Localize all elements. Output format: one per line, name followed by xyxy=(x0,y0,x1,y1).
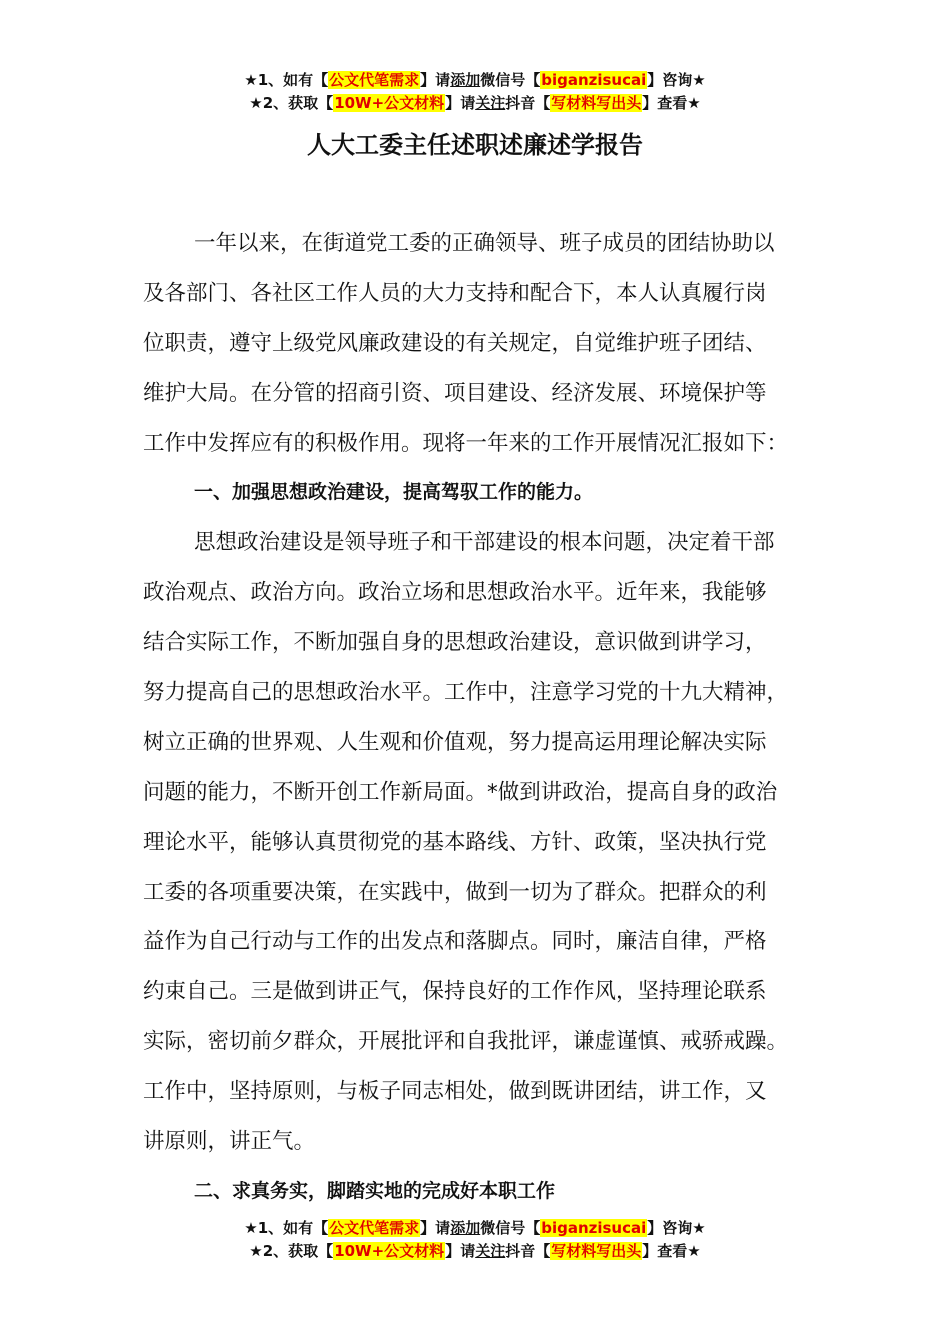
banner-highlight: 10W+公文材料 xyxy=(334,94,445,112)
banner-text: 微信号【 xyxy=(480,71,541,89)
banner-text: ★1、如有【 xyxy=(244,1219,329,1237)
section-heading: 二、求真务实，脚踏实地的完成好本职工作 xyxy=(194,1179,556,1202)
banner-highlight: 写材料写出头 xyxy=(551,94,642,112)
top-banner xyxy=(0,70,950,116)
banner-highlight: 公文代笔需求 xyxy=(329,71,420,89)
body-line: 位职责，遵守上级党风廉政建设的有关规定，自觉维护班子团结、 xyxy=(143,330,767,356)
banner-highlight: 公文代笔需求 xyxy=(329,1219,420,1237)
body-line: 问题的能力，不断开创工作新局面。*做到讲政治，提高自身的政治 xyxy=(143,779,778,805)
body-line: 实际，密切前夕群众，开展批评和自我批评，谦虚谨慎、戒骄戒躁。 xyxy=(143,1029,789,1055)
banner-highlight: 10W+公文材料 xyxy=(334,1242,445,1260)
banner-text: 】咨询★ xyxy=(647,71,706,89)
body-line: 工作中，坚持原则，与板子同志相处，做到既讲团结，讲工作，又 xyxy=(143,1079,767,1105)
banner-line-1 xyxy=(0,1218,950,1241)
banner-text: 】请 xyxy=(445,1242,476,1260)
banner-text: 】请 xyxy=(420,1219,451,1237)
body-line: 讲原则，讲正气。 xyxy=(143,1129,316,1155)
body-line: 努力提高自己的思想政治水平。工作中，注意学习党的十九大精神， xyxy=(143,680,789,706)
banner-text: 】请 xyxy=(445,94,476,112)
body-line: 维护大局。在分管的招商引资、项目建设、经济发展、环境保护等 xyxy=(143,380,767,406)
banner-line-2 xyxy=(0,93,950,116)
body-line: 益作为自己行动与工作的出发点和落脚点。同时，廉洁自律，严格 xyxy=(143,929,767,955)
banner-line-2 xyxy=(0,1241,950,1264)
banner-text: ★2、获取【 xyxy=(249,94,334,112)
body-line: 理论水平，能够认真贯彻党的基本路线、方针、政策，坚决执行党 xyxy=(143,829,767,855)
banner-text: 微信号【 xyxy=(480,1219,541,1237)
body-line: 树立正确的世界观、人生观和价值观，努力提高运用理论解决实际 xyxy=(143,729,767,755)
banner-text: 抖音【 xyxy=(505,94,551,112)
banner-emphasis: 关注 xyxy=(475,94,506,112)
banner-highlight: 写材料写出头 xyxy=(551,1242,642,1260)
bottom-banner xyxy=(0,1218,950,1264)
body-line: 约束自己。三是做到讲正气，保持良好的工作作风，坚持理论联系 xyxy=(143,979,767,1005)
banner-emphasis: 添加 xyxy=(450,71,481,89)
document-title: 人大工委主任述职述廉述学报告 xyxy=(307,131,643,159)
banner-text: 抖音【 xyxy=(505,1242,551,1260)
banner-highlight: biganzisucai xyxy=(541,71,647,89)
body-line: 政治观点、政治方向。政治立场和思想政治水平。近年来，我能够 xyxy=(143,580,767,606)
banner-text: 】请 xyxy=(420,71,451,89)
body-line: 工委的各项重要决策，在实践中，做到一切为了群众。把群众的利 xyxy=(143,879,767,905)
body-line: 思想政治建设是领导班子和干部建设的根本问题，决定着干部 xyxy=(194,530,775,556)
body-line: 一年以来，在街道党工委的正确领导、班子成员的团结协助以 xyxy=(194,231,775,256)
banner-emphasis: 添加 xyxy=(450,1219,481,1237)
banner-text: 】咨询★ xyxy=(647,1219,706,1237)
banner-emphasis: 关注 xyxy=(475,1242,506,1260)
banner-line-1 xyxy=(0,70,950,93)
section-heading: 一、加强思想政治建设，提高驾驭工作的能力。 xyxy=(194,481,594,504)
banner-text: 】查看★ xyxy=(642,1242,701,1260)
banner-text: ★2、获取【 xyxy=(249,1242,334,1260)
banner-text: ★1、如有【 xyxy=(244,71,329,89)
banner-highlight: biganzisucai xyxy=(541,1219,647,1237)
document-body xyxy=(143,219,833,1217)
banner-text: 】查看★ xyxy=(642,94,701,112)
body-line: 及各部门、各社区工作人员的大力支持和配合下，本人认真履行岗 xyxy=(143,280,767,306)
body-line: 结合实际工作，不断加强自身的思想政治建设，意识做到讲学习， xyxy=(143,630,767,656)
body-line: 工作中发挥应有的积极作用。现将一年来的工作开展情况汇报如下： xyxy=(143,430,789,456)
